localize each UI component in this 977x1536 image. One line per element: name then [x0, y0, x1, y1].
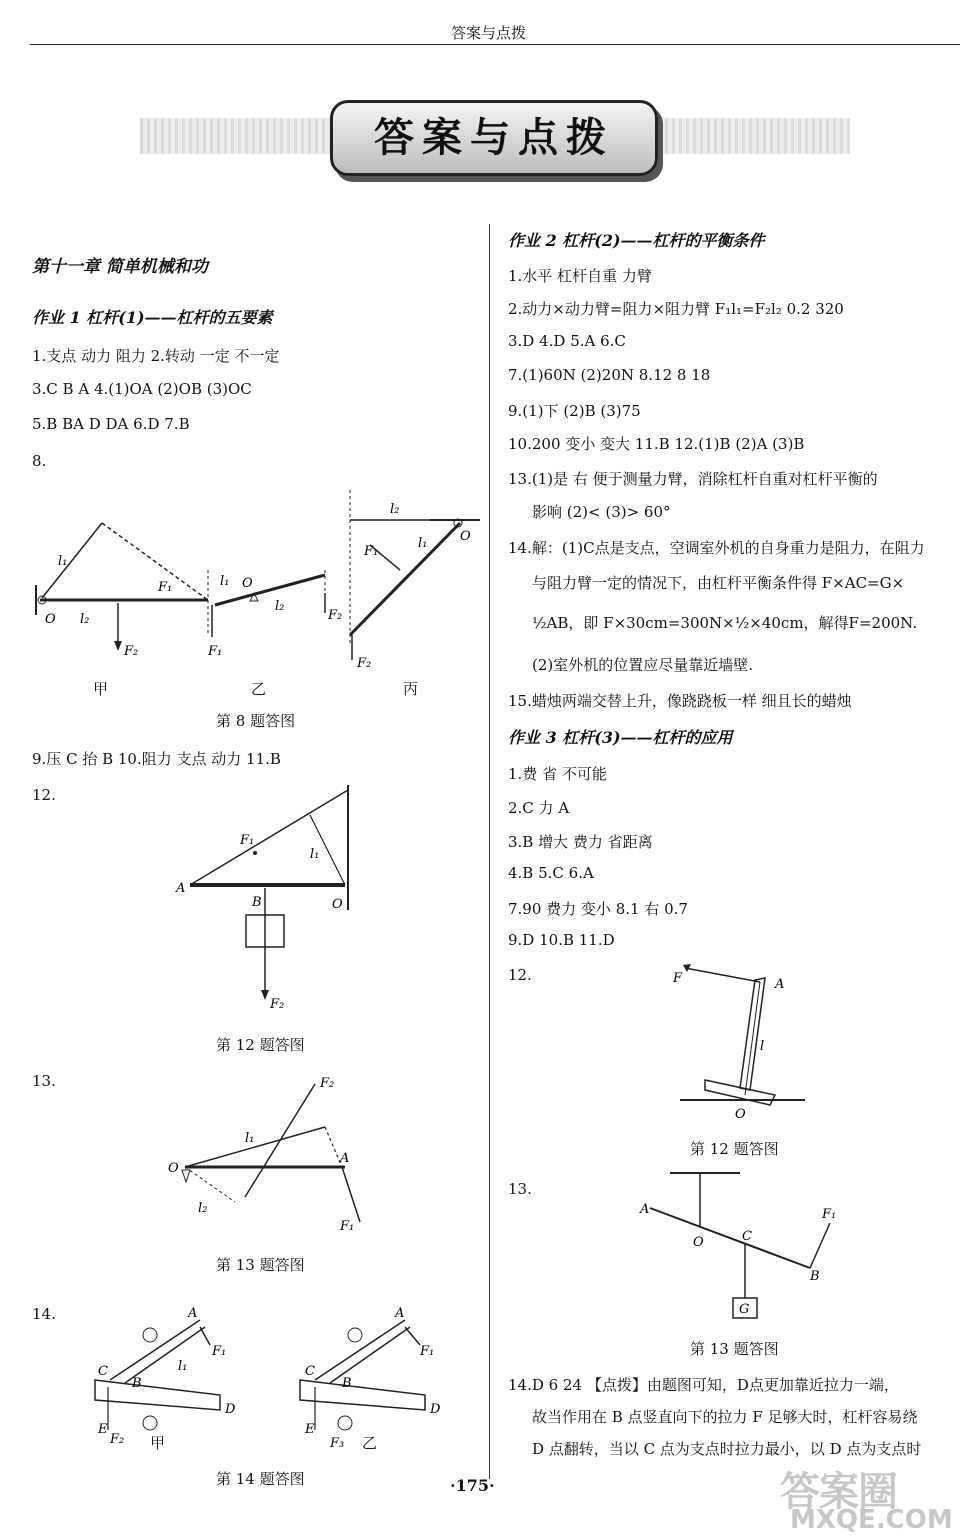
svg-text:F₁: F₁	[364, 544, 379, 559]
svg-text:F₁: F₁	[822, 1207, 837, 1222]
figure-caption: 第 12 题答图	[216, 1036, 305, 1054]
header-rule	[30, 44, 960, 45]
answer-line: 15.蜡烛两端交替上升，像跷跷板一样 细且长的蜡烛	[508, 692, 852, 710]
answer-line: 7.(1)60N (2)20N 8.12 8 18	[508, 366, 711, 384]
svg-text:l₂: l₂	[198, 1201, 208, 1216]
svg-text:B: B	[810, 1269, 820, 1284]
answer-line: 9.D 10.B 11.D	[508, 931, 615, 949]
svg-text:F₂: F₂	[270, 997, 285, 1012]
svg-text:A: A	[775, 977, 785, 992]
answer-line: 故当作用在 B 点竖直向下的拉力 F 足够大时，杠杆容易绕	[532, 1408, 918, 1426]
figure-12-diagram	[170, 780, 370, 1020]
svg-text:F: F	[673, 971, 683, 986]
svg-text:O: O	[735, 1107, 746, 1122]
answer-line: 10.200 变小 变大 11.B 12.(1)B (2)A (3)B	[508, 435, 805, 453]
svg-text:l₂: l₂	[275, 599, 285, 614]
watermark-url: MXQE.COM	[790, 1505, 953, 1535]
svg-text:l₁: l₁	[178, 1359, 188, 1374]
answer-line: 3.C B A 4.(1)OA (2)OB (3)OC	[32, 380, 252, 398]
figure-label-jia: 甲	[150, 1434, 166, 1452]
answer-line: 13.(1)是 右 便于测量力臂，消除杠杆自重对杠杆平衡的	[508, 470, 878, 488]
hw3-title: 作业 3 杠杆(3)——杠杆的应用	[508, 728, 733, 747]
answer-line: 9.(1)下 (2)B (3)75	[508, 402, 641, 420]
svg-text:D: D	[430, 1402, 441, 1417]
svg-text:l₂: l₂	[390, 502, 400, 517]
answer-line: 14.D 6 24 【点拨】由题图可知，D点更加靠近拉力一端，	[508, 1376, 899, 1394]
hw1-title: 作业 1 杠杆(1)——杠杆的五要素	[32, 308, 273, 327]
figure-caption: 第 8 题答图	[216, 712, 296, 730]
svg-text:O: O	[45, 612, 56, 627]
svg-text:C: C	[305, 1364, 315, 1379]
svg-text:F₃: F₃	[330, 1436, 345, 1450]
figure-caption: 第 13 题答图	[690, 1340, 779, 1358]
svg-text:B: B	[132, 1376, 142, 1391]
figure-13-right-diagram	[630, 1168, 850, 1328]
svg-text:F₂: F₂	[357, 656, 372, 671]
svg-text:F₁: F₁	[158, 580, 173, 595]
svg-text:F₂: F₂	[124, 644, 139, 659]
svg-text:l₂: l₂	[80, 612, 90, 627]
answer-line: 1.水平 杠杆自重 力臂	[508, 267, 652, 285]
column-divider	[489, 224, 490, 1479]
question-number: 12.	[508, 966, 532, 984]
question-number: 12.	[32, 786, 56, 804]
answer-line: 3.D 4.D 5.A 6.C	[508, 332, 626, 350]
answer-line: 7.90 费力 变小 8.1 右 0.7	[508, 900, 688, 918]
svg-text:G: G	[739, 1302, 750, 1317]
svg-text:D: D	[225, 1402, 236, 1417]
chapter-title: 第十一章 简单机械和功	[32, 257, 208, 277]
svg-text:F₁: F₁	[212, 1344, 227, 1359]
svg-text:E: E	[305, 1422, 315, 1437]
svg-text:O: O	[168, 1161, 179, 1176]
answer-line: D 点翻转，当以 C 点为支点时拉力最小，以 D 点为支点时	[532, 1440, 922, 1458]
svg-text:O: O	[332, 897, 343, 912]
hw2-title: 作业 2 杠杆(2)——杠杆的平衡条件	[508, 231, 765, 250]
svg-text:B: B	[252, 895, 262, 910]
question-number: 8.	[32, 452, 47, 470]
question-number: 13.	[32, 1072, 56, 1090]
figure-label-yi: 乙	[362, 1434, 378, 1452]
svg-text:l₁: l₁	[418, 536, 428, 551]
answer-line: 1.支点 动力 阻力 2.转动 一定 不一定	[32, 347, 280, 365]
figure-13-diagram	[160, 1072, 380, 1242]
svg-text:F₂: F₂	[328, 608, 343, 623]
answer-line: ½AB，即 F×30cm=300N×½×40cm，解得F=200N.	[532, 614, 918, 632]
figure-caption: 第 13 题答图	[216, 1256, 305, 1274]
svg-text:l₁: l₁	[310, 847, 320, 862]
figure-label-yi: 乙	[251, 680, 267, 698]
svg-text:l₁: l₁	[220, 574, 230, 589]
answer-line: 5.B BA D DA 6.D 7.B	[32, 415, 190, 433]
svg-text:C: C	[742, 1229, 752, 1244]
figure-12-right-diagram	[665, 960, 815, 1125]
svg-text:F₂: F₂	[110, 1432, 125, 1447]
svg-text:F₁: F₁	[420, 1344, 435, 1359]
answer-line: 3.B 增大 费力 省距离	[508, 833, 653, 851]
svg-text:B: B	[342, 1376, 352, 1391]
banner-title: 答案与点拨	[374, 115, 614, 161]
svg-text:A: A	[188, 1306, 198, 1321]
svg-text:O: O	[460, 529, 471, 544]
watermark-logo: 答案圈	[780, 1469, 897, 1515]
svg-text:l: l	[760, 1039, 765, 1054]
answer-line: 14.解：(1)C点是支点，空调室外机的自身重力是阻力，在阻力	[508, 539, 925, 557]
figure-caption: 第 14 题答图	[216, 1470, 305, 1488]
answer-line: 影响 (2)< (3)> 60°	[532, 503, 671, 521]
svg-text:A: A	[395, 1306, 405, 1321]
question-number: 14.	[32, 1305, 56, 1323]
figure-label-bing: 丙	[403, 680, 419, 698]
figure-14-diagram	[80, 1305, 480, 1450]
svg-text:F₁: F₁	[340, 1219, 355, 1234]
svg-text:O: O	[693, 1235, 704, 1250]
question-number: 13.	[508, 1180, 532, 1198]
svg-text:A: A	[176, 881, 186, 896]
answer-line: 1.费 省 不可能	[508, 765, 607, 783]
svg-text:C: C	[98, 1364, 108, 1379]
figure-8-diagram	[30, 485, 490, 675]
figure-label-jia: 甲	[93, 680, 109, 698]
answer-line: 4.B 5.C 6.A	[508, 864, 594, 882]
svg-text:F₁: F₁	[240, 833, 255, 848]
figure-caption: 第 12 题答图	[690, 1140, 779, 1158]
answer-line: 9.压 C 抬 B 10.阻力 支点 动力 11.B	[32, 750, 281, 768]
svg-text:F₂: F₂	[320, 1076, 335, 1091]
svg-text:l₁: l₁	[58, 554, 68, 569]
running-header: 答案与点拨	[450, 24, 526, 42]
answer-line: (2)室外机的位置应尽量靠近墙壁.	[532, 656, 754, 674]
section-banner	[330, 100, 658, 176]
svg-text:l₁: l₁	[245, 1131, 255, 1146]
svg-text:O: O	[242, 576, 253, 591]
answer-line: 与阻力臂一定的情况下，由杠杆平衡条件得 F×AC=G×	[532, 574, 905, 592]
svg-text:A: A	[640, 1202, 650, 1217]
answer-line: 2.动力×动力臂=阻力×阻力臂 F₁l₁=F₂l₂ 0.2 320	[508, 300, 844, 318]
answer-line: 2.C 力 A	[508, 799, 570, 817]
svg-text:A: A	[340, 1151, 350, 1166]
svg-text:F₁: F₁	[208, 644, 223, 659]
svg-text:E: E	[98, 1422, 108, 1437]
page-number: ·175·	[450, 1476, 495, 1495]
